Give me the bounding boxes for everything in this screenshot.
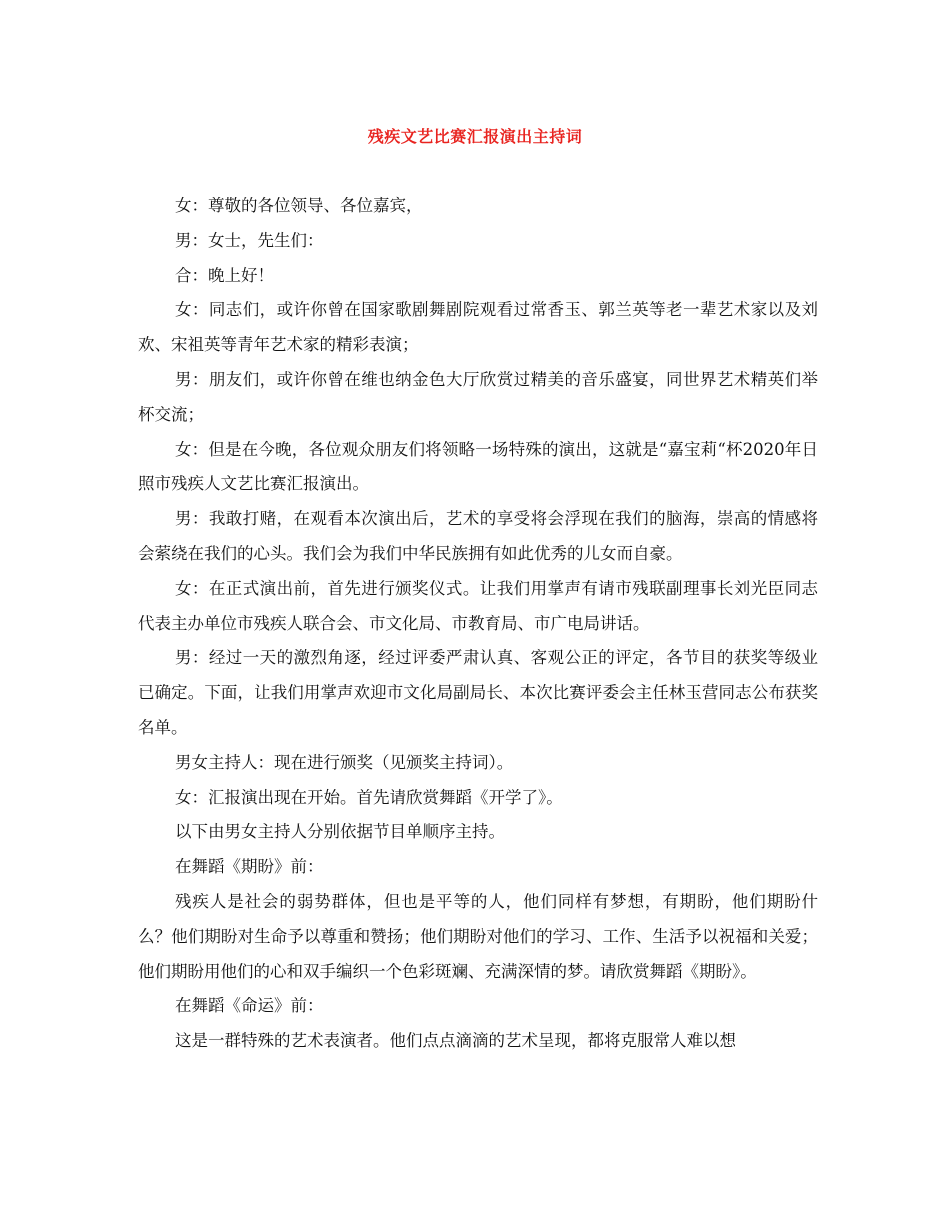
- paragraph: 残疾人是社会的弱势群体，但也是平等的人，他们同样有梦想，有期盼，他们期盼什么？他们期盼对生命予以尊重和赞扬；他们期盼对他们的学习、工作、生活予以祝福和关爱；他们期盼用他们的心和双手编织一个色彩斑斓、充满深情的梦。请欣赏舞蹈《期盼》。: [138, 891, 818, 981]
- paragraph: 男女主持人：现在进行颁奖（见颁奖主持词）。: [175, 752, 514, 772]
- paragraph: 男：朋友们，或许你曾在维也纳金色大厅欣赏过精美的音乐盛宴，同世界艺术精英们举杯交流；: [138, 369, 818, 424]
- paragraph: 在舞蹈《期盼》前：: [175, 857, 324, 877]
- paragraph: 女：尊敬的各位领导、各位嘉宾，: [175, 196, 423, 215]
- paragraph: 男：我敢打赌，在观看本次演出后，艺术的享受将会浮现在我们的脑海，崇高的情感将会萦绕在我们的心头。我们会为我们中华民族拥有如此优秀的儿女而自豪。: [138, 509, 818, 563]
- paragraph: 女：但是在今晚，各位观众朋友们将领略一场特殊的演出，这就是“嘉宝莉“杯2020年日照市残疾人文艺比赛汇报演出。: [138, 439, 818, 494]
- paragraph: 在舞蹈《命运》前：: [175, 996, 324, 1016]
- document-body: [138, 189, 818, 1059]
- document-title: 残疾文艺比赛汇报演出主持词: [367, 127, 583, 146]
- paragraph: 这是一群特殊的艺术表演者。他们点点滴滴的艺术呈现，都将克服常人难以想: [175, 1031, 736, 1051]
- paragraph: 女：同志们，或许你曾在国家歌剧舞剧院观看过常香玉、郭兰英等老一辈艺术家以及刘欢、宋祖英等青年艺术家的精彩表演；: [138, 300, 818, 355]
- paragraph: 女：汇报演出现在开始。首先请欣赏舞蹈《开学了》。: [175, 787, 563, 807]
- paragraph: 女：在正式演出前，首先进行颁奖仪式。让我们用掌声有请市残联副理事长刘光臣同志代表主办单位市残疾人联合会、市文化局、市教育局、市广电局讲话。: [138, 578, 818, 633]
- paragraph: 以下由男女主持人分别依据节目单顺序主持。: [175, 822, 505, 842]
- paragraph: 男：女士，先生们：: [175, 230, 324, 250]
- paragraph: 男：经过一天的激烈角逐，经过评委严肃认真、客观公正的评定，各节目的获奖等级业已确定。下面，让我们用掌声欢迎市文化局副局长、本次比赛评委会主任林玉营同志公布获奖名单。: [138, 648, 818, 737]
- paragraph: 合：晚上好！: [175, 265, 274, 285]
